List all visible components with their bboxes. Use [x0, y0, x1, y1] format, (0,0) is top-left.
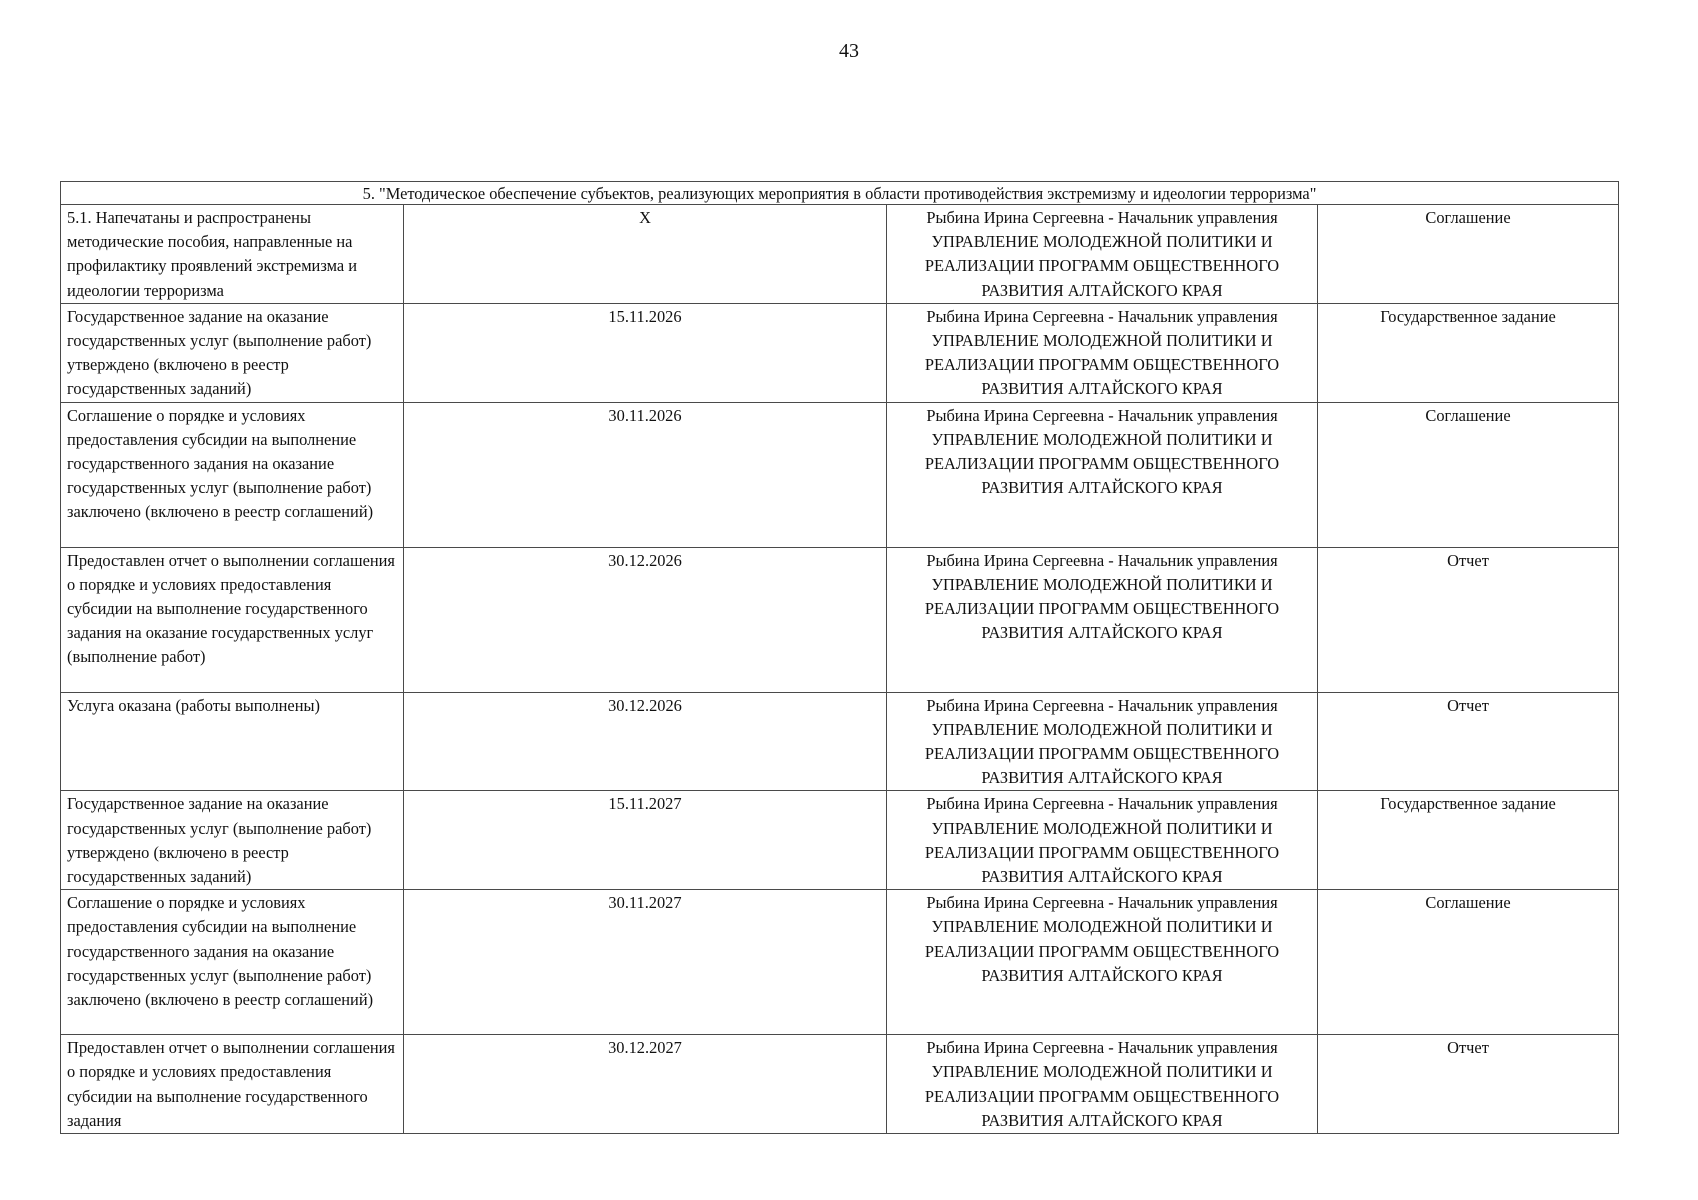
table-row: [61, 692, 1619, 791]
row-document: Соглашение: [1318, 890, 1619, 1035]
row-document: Соглашение: [1318, 205, 1619, 304]
row-description: Предоставлен отчет о выполнении соглашения о порядке и условиях предоставления субсидии на выполнение государственного задания на оказание государственных услуг (выполнение работ): [61, 547, 404, 692]
row-responsible: Рыбина Ирина Сергеевна - Начальник управления УПРАВЛЕНИЕ МОЛОДЕЖНОЙ ПОЛИТИКИ И РЕАЛИЗАЦИИ ПРОГРАММ ОБЩЕСТВЕННОГО РАЗВИТИЯ АЛТАЙСКОГО КРАЯ: [887, 791, 1318, 890]
row-document: Отчет: [1318, 692, 1619, 791]
table-row: [61, 402, 1619, 547]
row-document: Соглашение: [1318, 402, 1619, 547]
row-date: 30.11.2027: [404, 890, 887, 1035]
table-row: [61, 1035, 1619, 1134]
row-document: Государственное задание: [1318, 791, 1619, 890]
row-date: 30.12.2027: [404, 1035, 887, 1134]
row-description: Предоставлен отчет о выполнении соглашения о порядке и условиях предоставления субсидии на выполнение государственного задания: [61, 1035, 404, 1134]
table-row: [61, 791, 1619, 890]
row-responsible: Рыбина Ирина Сергеевна - Начальник управления УПРАВЛЕНИЕ МОЛОДЕЖНОЙ ПОЛИТИКИ И РЕАЛИЗАЦИИ ПРОГРАММ ОБЩЕСТВЕННОГО РАЗВИТИЯ АЛТАЙСКОГО КРАЯ: [887, 547, 1318, 692]
row-document: Отчет: [1318, 547, 1619, 692]
row-date: 30.12.2026: [404, 547, 887, 692]
section-header-row: [61, 182, 1619, 205]
page-number: 43: [839, 40, 859, 62]
row-responsible: Рыбина Ирина Сергеевна - Начальник управления УПРАВЛЕНИЕ МОЛОДЕЖНОЙ ПОЛИТИКИ И РЕАЛИЗАЦИИ ПРОГРАММ ОБЩЕСТВЕННОГО РАЗВИТИЯ АЛТАЙСКОГО КРАЯ: [887, 303, 1318, 402]
row-date: 15.11.2026: [404, 303, 887, 402]
row-date: X: [404, 205, 887, 304]
row-document: Отчет: [1318, 1035, 1619, 1134]
row-description: Соглашение о порядке и условиях предоставления субсидии на выполнение государственного задания на оказание государственных услуг (выполнение работ) заключено (включено в реестр соглашений): [61, 890, 404, 1035]
row-date: 15.11.2027: [404, 791, 887, 890]
row-description: Государственное задание на оказание государственных услуг (выполнение работ) утверждено (включено в реестр государственных заданий): [61, 303, 404, 402]
row-description: Соглашение о порядке и условиях предоставления субсидии на выполнение государственного задания на оказание государственных услуг (выполнение работ) заключено (включено в реестр соглашений): [61, 402, 404, 547]
row-responsible: Рыбина Ирина Сергеевна - Начальник управления УПРАВЛЕНИЕ МОЛОДЕЖНОЙ ПОЛИТИКИ И РЕАЛИЗАЦИИ ПРОГРАММ ОБЩЕСТВЕННОГО РАЗВИТИЯ АЛТАЙСКОГО КРАЯ: [887, 402, 1318, 547]
table-row: [61, 890, 1619, 1035]
row-responsible: Рыбина Ирина Сергеевна - Начальник управления УПРАВЛЕНИЕ МОЛОДЕЖНОЙ ПОЛИТИКИ И РЕАЛИЗАЦИИ ПРОГРАММ ОБЩЕСТВЕННОГО РАЗВИТИЯ АЛТАЙСКОГО КРАЯ: [887, 205, 1318, 304]
row-responsible: Рыбина Ирина Сергеевна - Начальник управления УПРАВЛЕНИЕ МОЛОДЕЖНОЙ ПОЛИТИКИ И РЕАЛИЗАЦИИ ПРОГРАММ ОБЩЕСТВЕННОГО РАЗВИТИЯ АЛТАЙСКОГО КРАЯ: [887, 692, 1318, 791]
row-description: 5.1. Напечатаны и распространены методические пособия, направленные на профилактику проявлений экстремизма и идеологии терроризма: [61, 205, 404, 304]
row-responsible: Рыбина Ирина Сергеевна - Начальник управления УПРАВЛЕНИЕ МОЛОДЕЖНОЙ ПОЛИТИКИ И РЕАЛИЗАЦИИ ПРОГРАММ ОБЩЕСТВЕННОГО РАЗВИТИЯ АЛТАЙСКОГО КРАЯ: [887, 890, 1318, 1035]
row-description: Услуга оказана (работы выполнены): [61, 692, 404, 791]
row-responsible: Рыбина Ирина Сергеевна - Начальник управления УПРАВЛЕНИЕ МОЛОДЕЖНОЙ ПОЛИТИКИ И РЕАЛИЗАЦИИ ПРОГРАММ ОБЩЕСТВЕННОГО РАЗВИТИЯ АЛТАЙСКОГО КРАЯ: [887, 1035, 1318, 1134]
row-date: 30.11.2026: [404, 402, 887, 547]
section-header: 5. "Методическое обеспечение субъектов, реализующих мероприятия в области противодействия экстремизму и идеологии терроризма": [61, 182, 1619, 205]
table-row: [61, 547, 1619, 692]
row-date: 30.12.2026: [404, 692, 887, 791]
table-row: [61, 303, 1619, 402]
plan-table: [60, 181, 1619, 1134]
row-document: Государственное задание: [1318, 303, 1619, 402]
row-description: Государственное задание на оказание государственных услуг (выполнение работ) утверждено (включено в реестр государственных заданий): [61, 791, 404, 890]
table-row: [61, 205, 1619, 304]
